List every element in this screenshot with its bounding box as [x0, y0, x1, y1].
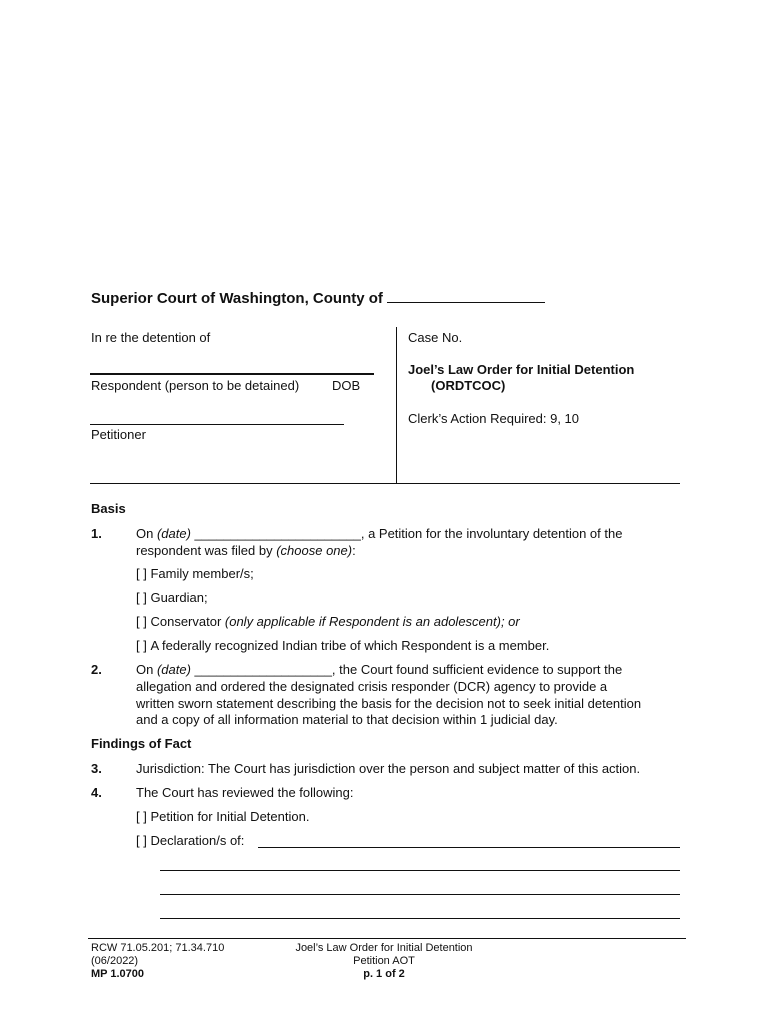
option-conservator-label: Conservator: [150, 614, 225, 629]
item-4-text: The Court has reviewed the following:: [136, 785, 354, 800]
caption-divider-horizontal: [90, 483, 680, 484]
footer-divider: [88, 938, 686, 939]
reviewed-petition-label: Petition for Initial Detention.: [150, 809, 310, 824]
caption-divider-vertical: [396, 327, 397, 483]
footer-rcw: RCW 71.05.201; 71.34.710: [91, 942, 225, 954]
declaration-line-2[interactable]: [160, 870, 680, 871]
declaration-line-3[interactable]: [160, 894, 680, 895]
item-1-date-blank[interactable]: _______________________: [190, 526, 361, 541]
footer-title: Joel’s Law Order for Initial Detention: [295, 942, 473, 954]
reviewed-declaration-label: Declaration/s of:: [150, 833, 245, 848]
checkbox-petition[interactable]: [ ]: [136, 809, 147, 824]
item-4-number: 4.: [91, 785, 102, 800]
item-1-line1: [136, 526, 622, 541]
item-1-colon: :: [352, 543, 356, 558]
footer-date: (06/2022): [91, 955, 139, 967]
item-1-number: 1.: [91, 526, 102, 541]
item-2-line2: allegation and ordered the designated crisis responder (DCR) agency to provide a: [136, 679, 608, 694]
checkbox-conservator[interactable]: [ ]: [136, 614, 147, 629]
item-1-date-label: (date): [156, 526, 191, 541]
in-re-label: In re the detention of: [91, 330, 211, 345]
item-1-line2-start: respondent was filed by: [136, 543, 277, 558]
court-title: Superior Court of Washington, County of: [91, 290, 383, 307]
respondent-name-line[interactable]: [90, 373, 374, 375]
item-3-text: Jurisdiction: The Court has jurisdiction over the person and subject matter of this action.: [136, 761, 641, 776]
option-conservator[interactable]: [136, 614, 520, 629]
dob-label: DOB: [332, 378, 361, 393]
declaration-line-1[interactable]: [258, 847, 680, 848]
checkbox-declaration[interactable]: [ ]: [136, 833, 147, 848]
item-2-number: 2.: [91, 662, 102, 677]
reviewed-petition[interactable]: [136, 809, 309, 824]
option-tribe-label: A federally recognized Indian tribe of which Respondent is a member.: [150, 638, 550, 653]
item-2-line3: written sworn statement describing the basis for the decision not to seek initial detention: [136, 696, 642, 711]
option-guardian[interactable]: [136, 590, 208, 605]
option-family-label: Family member/s;: [150, 566, 254, 581]
petitioner-label: Petitioner: [91, 427, 146, 442]
checkbox-family[interactable]: [ ]: [136, 566, 147, 581]
item-2-line1: [136, 662, 622, 677]
reviewed-declaration[interactable]: [136, 833, 244, 848]
item-2-rest: , the Court found sufficient evidence to support the: [331, 662, 623, 677]
county-blank[interactable]: [387, 288, 545, 303]
item-2-date-label: (date): [156, 662, 191, 677]
case-no-label: Case No.: [408, 330, 463, 345]
order-title-line2: (ORDTCOC): [431, 378, 506, 393]
item-1-rest: , a Petition for the involuntary detention of the: [360, 526, 623, 541]
item-2-date-blank[interactable]: ___________________: [190, 662, 332, 677]
petitioner-name-line[interactable]: [90, 424, 344, 425]
basis-heading: Basis: [91, 501, 126, 516]
checkbox-tribe[interactable]: [ ]: [136, 638, 147, 653]
footer-form-number: MP 1.0700: [91, 968, 145, 980]
footer-subtitle: Petition AOT: [353, 955, 415, 967]
option-guardian-label: Guardian;: [150, 590, 208, 605]
item-2-on: On: [136, 662, 157, 677]
checkbox-guardian[interactable]: [ ]: [136, 590, 147, 605]
option-conservator-note: (only applicable if Respondent is an adolescent); or: [224, 614, 520, 629]
findings-heading: Findings of Fact: [91, 736, 192, 751]
option-family[interactable]: [136, 566, 254, 581]
item-2-line4: and a copy of all information material to that decision within 1 judicial day.: [136, 712, 558, 727]
item-1-on: On: [136, 526, 157, 541]
footer-page-number: p. 1 of 2: [363, 968, 405, 980]
clerk-action: Clerk’s Action Required: 9, 10: [408, 411, 580, 426]
item-1-choose: (choose one): [276, 543, 353, 558]
respondent-label: Respondent (person to be detained): [91, 378, 300, 393]
item-1-line2: [136, 543, 356, 558]
declaration-line-4[interactable]: [160, 918, 680, 919]
option-tribe[interactable]: [136, 638, 549, 653]
order-title-line1: Joel’s Law Order for Initial Detention: [408, 362, 635, 377]
court-heading: [91, 288, 545, 307]
item-3-number: 3.: [91, 761, 102, 776]
